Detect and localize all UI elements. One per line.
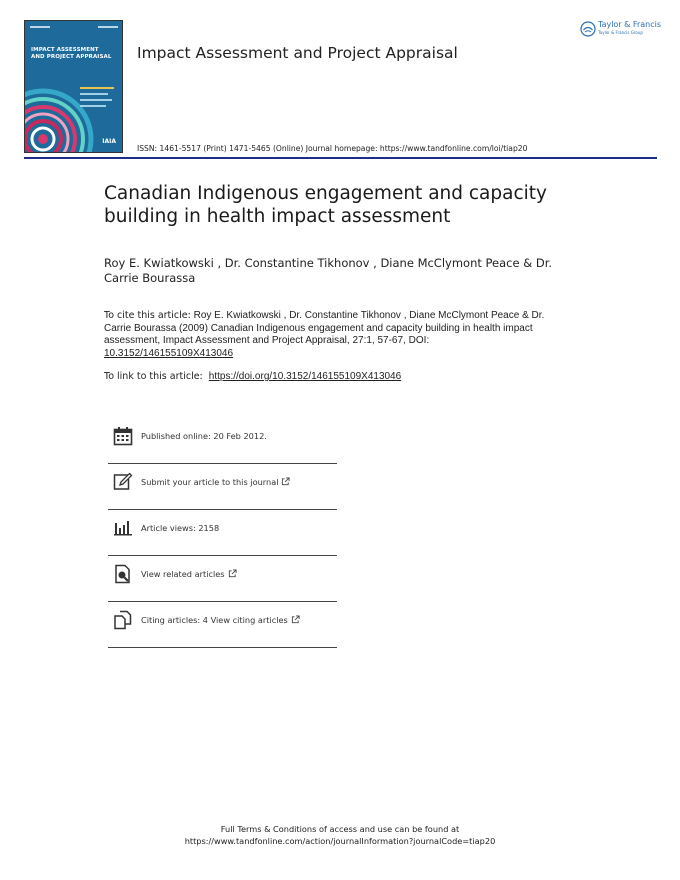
cite-doi-link[interactable]: 10.3152/146155109X413046 — [104, 347, 234, 359]
publisher-subtitle: Taylor & Francis Group — [598, 30, 643, 35]
cover-logo: IAIA — [102, 138, 116, 145]
info-row-views — [108, 510, 337, 556]
cover-title-line2: AND PROJECT APPRAISAL — [31, 53, 112, 60]
external-link-icon — [281, 477, 290, 486]
citation-block — [104, 310, 554, 360]
cover-title-line1: IMPACT ASSESSMENT — [31, 47, 99, 53]
cover-title — [31, 47, 119, 60]
footer-line1: Full Terms & Conditions of access and use can be found at — [220, 824, 460, 834]
submit-article-label: Submit your article to this journal — [141, 477, 279, 487]
edit-icon — [113, 472, 133, 492]
article-title: Canadian Indigenous engagement and capacity building in health impact assessment — [104, 183, 547, 227]
submit-article-link[interactable] — [141, 477, 290, 487]
citing-articles-link[interactable] — [141, 615, 300, 625]
copy-documents-icon — [113, 610, 133, 630]
issn-homepage-line[interactable]: ISSN: 1461-5517 (Print) 1471-5465 (Online) Journal homepage: https://www.tandfonline.com/loi/tiap20 — [137, 144, 528, 153]
article-views: Article views: 2158 — [141, 523, 220, 533]
calendar-icon — [113, 426, 133, 446]
journal-cover — [24, 20, 123, 153]
published-date: Published online: 20 Feb 2012. — [141, 431, 267, 441]
related-articles-label: View related articles — [141, 569, 225, 579]
footer-terms — [0, 824, 680, 847]
publisher-logo[interactable] — [580, 20, 660, 40]
citing-articles-label: Citing articles: 4 View citing articles — [141, 615, 288, 625]
external-link-icon — [291, 615, 300, 624]
search-document-icon — [113, 564, 133, 584]
publisher-logo-icon — [580, 21, 596, 37]
cover-top-strip — [30, 25, 118, 31]
info-row-published — [108, 418, 337, 464]
footer-terms-link[interactable]: https://www.tandfonline.com/action/journalInformation?journalCode=tiap20 — [184, 835, 496, 846]
info-row-related[interactable] — [108, 556, 337, 602]
article-doi-link[interactable]: https://doi.org/10.3152/146155109X413046 — [208, 371, 402, 382]
journal-title[interactable]: Impact Assessment and Project Appraisal — [137, 44, 458, 62]
bar-chart-icon — [113, 518, 133, 538]
article-info-list — [108, 418, 337, 648]
info-row-citing[interactable] — [108, 602, 337, 648]
article-authors: Roy E. Kwiatkowski , Dr. Constantine Tikhonov , Diane McClymont Peace & Dr. Carrie Bourassa — [104, 256, 553, 285]
header-divider — [24, 157, 657, 159]
link-label: To link to this article: — [104, 371, 203, 382]
external-link-icon — [228, 569, 237, 578]
cite-text: Roy E. Kwiatkowski , Dr. Constantine Tikhonov , Diane McClymont Peace & Dr. Carrie Bourassa (2009) Canadian Indigenous engagement and capacity building in health impact assessment, Impact Assessment and Project Appraisal, 27:1, 57-67, DOI: — [104, 310, 545, 346]
publisher-name: Taylor & Francis — [598, 20, 661, 29]
article-link-line — [104, 371, 401, 382]
info-row-submit[interactable] — [108, 464, 337, 510]
cite-label: To cite this article: — [104, 310, 191, 321]
related-articles-link[interactable] — [141, 569, 237, 579]
